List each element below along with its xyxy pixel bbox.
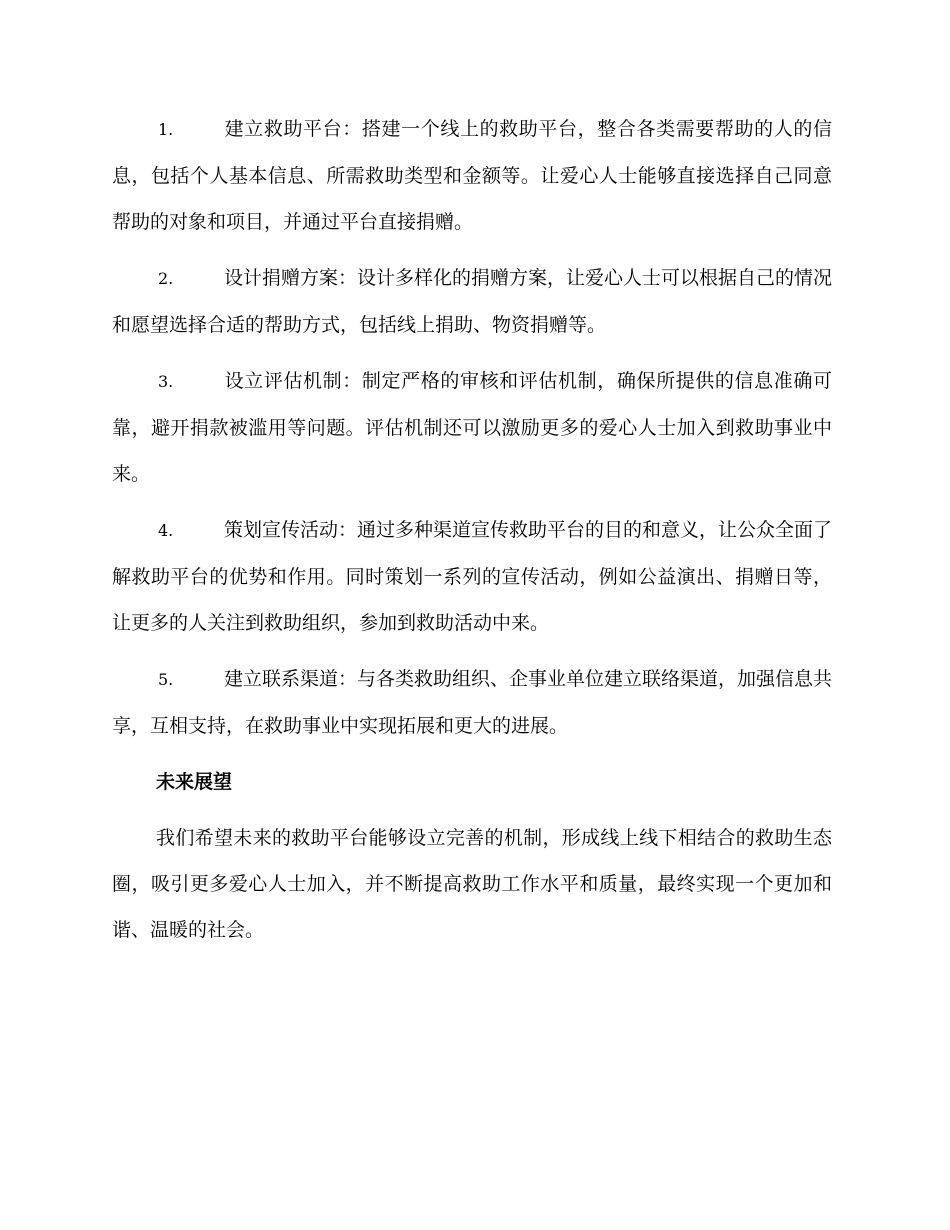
list-item-5: [112, 656, 832, 749]
document-body: [112, 106, 832, 953]
list-item-4: [112, 507, 832, 646]
list-item-text: 设立评估机制：制定严格的审核和评估机制，确保所提供的信息准确可靠，避开捐款被滥用等问题。评估机制还可以激励更多的爱心人士加入到救助事业中来。: [112, 370, 832, 485]
list-item-text: 设计捐赠方案：设计多样化的捐赠方案，让爱心人士可以根据自己的情况和愿望选择合适的帮助方式，包括线上捐助、物资捐赠等。: [112, 267, 833, 336]
list-number: 5.: [158, 670, 174, 689]
list-number: 1.: [158, 120, 174, 139]
list-item-text: 建立救助平台：搭建一个线上的救助平台，整合各类需要帮助的人的信息，包括个人基本信息、所需救助类型和金额等。让爱心人士能够直接选择自己同意帮助的对象和项目，并通过平台直接捐赠。: [112, 118, 832, 233]
list-item-text: 策划宣传活动：通过多种渠道宣传救助平台的目的和意义，让公众全面了解救助平台的优势和作用。同时策划一系列的宣传活动，例如公益演出、捐赠日等，让更多的人关注到救助组织，参加到救助活动中来。: [112, 519, 833, 634]
list-number: 3.: [158, 372, 174, 391]
section-heading: 未来展望: [156, 771, 233, 793]
list-number: 2.: [158, 269, 174, 288]
list-item-3: [112, 358, 832, 497]
list-item-2: [112, 255, 832, 348]
list-item-text: 建立联系渠道：与各类救助组织、企事业单位建立联络渠道，加强信息共享，互相支持，在救助事业中实现拓展和更大的进展。: [112, 668, 833, 737]
list-number: 4.: [158, 521, 174, 540]
list-item-1: [112, 106, 832, 245]
closing-paragraph: 我们希望未来的救助平台能够设立完善的机制，形成线上线下相结合的救助生态圈，吸引更多爱心人士加入，并不断提高救助工作水平和质量，最终实现一个更加和谐、温暖的社会。: [112, 827, 832, 941]
